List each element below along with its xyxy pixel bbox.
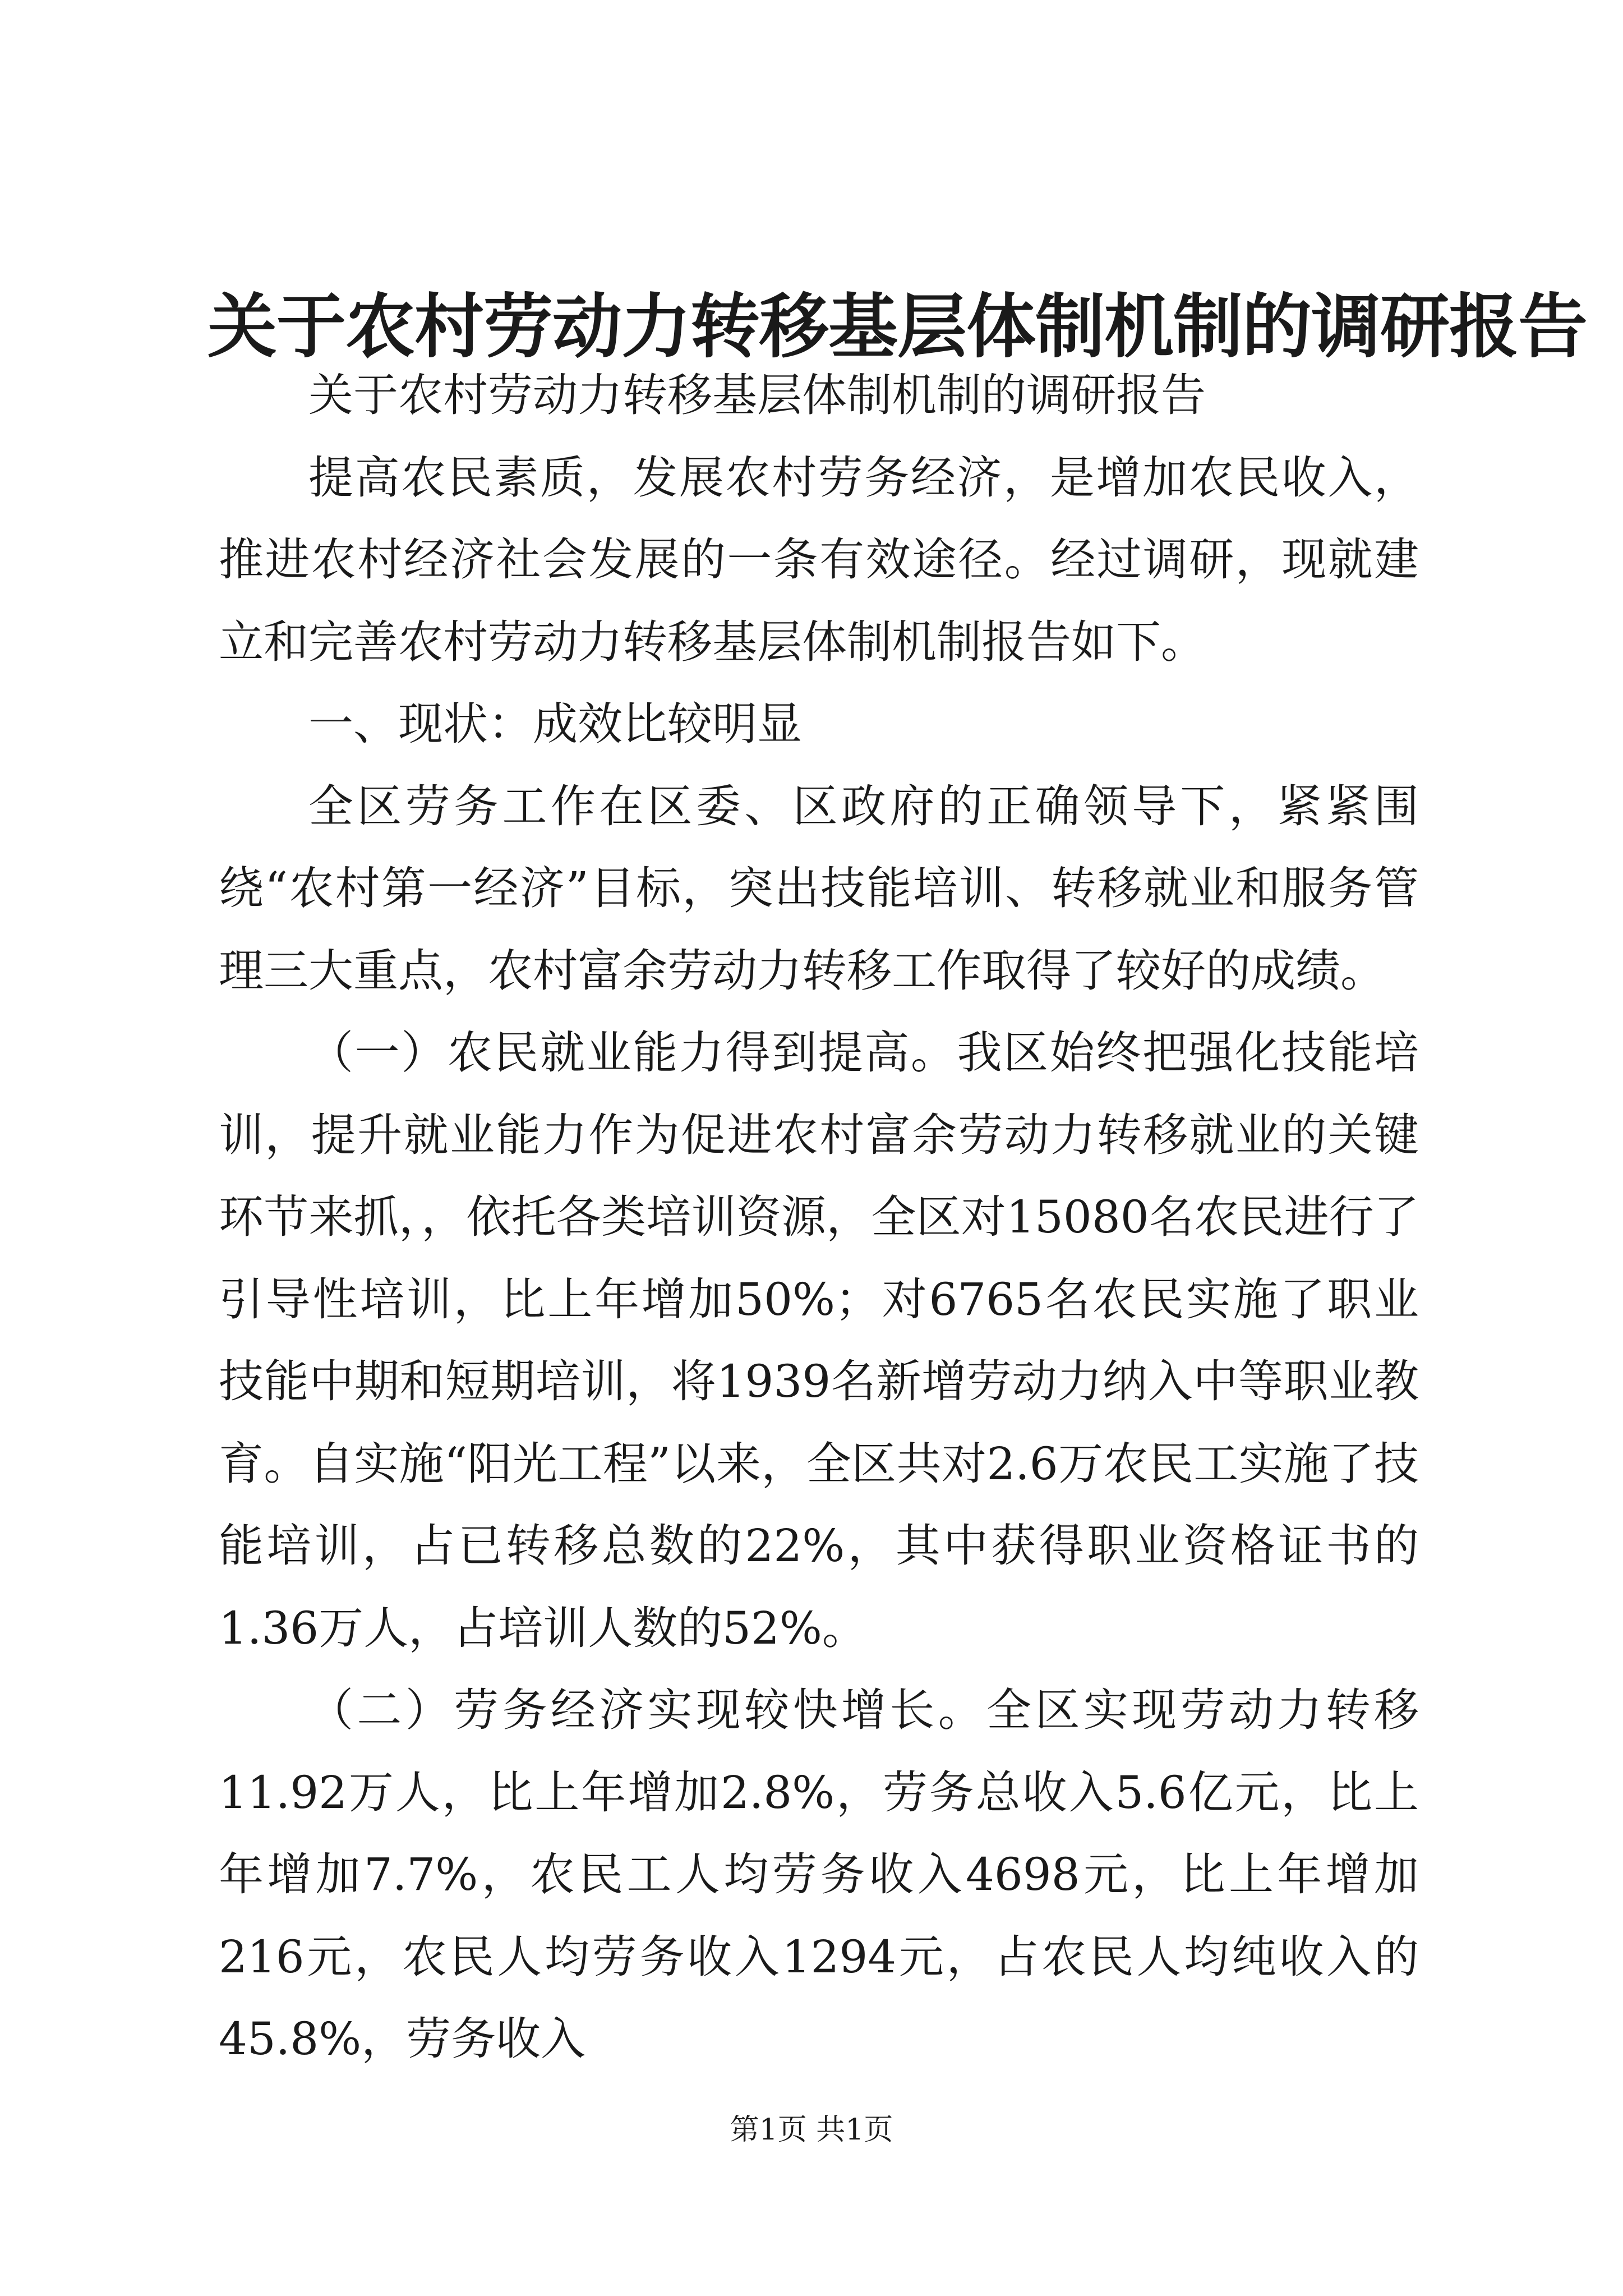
paragraph-point-1: （一）农民就业能力得到提高。我区始终把强化技能培训，提升就业能力作为促进农村富余劳动力转移就业的关键环节来抓，，依托各类培训资源，全区对15080名农民进行了引导性培训，比上年增加50%；对6765名农民实施了职业技能中期和短期培训，将1939名新增劳动力纳入中等职业教育。自实施“阳光工程”以来，全区共对2.6万农民工实施了技能培训，占已转移总数的22%，其中获得职业资格证书的1.36万人，占培训人数的52%。 xyxy=(219,1027,1419,1654)
page-footer: 第1页 共1页 xyxy=(730,2113,893,2147)
paragraph-subtitle: 关于农村劳动力转移基层体制机制的调研报告 xyxy=(308,369,1206,421)
section-heading: 一、现状：成效比较明显 xyxy=(308,698,802,750)
paragraph-point-2: （二）劳务经济实现较快增长。全区实现劳动力转移11.92万人，比上年增加2.8%，劳务总收入5.6亿元，比上年增加7.7%，农民工人均劳务收入4698元，比上年增加216元，农民人均劳务收入1294元，占农民人均纯收入的45.8%，劳务收入 xyxy=(219,1684,1419,2065)
document-body xyxy=(219,355,1419,2081)
paragraph-intro: 提高农民素质，发展农村劳务经济，是增加农民收入，推进农村经济社会发展的一条有效途径。经过调研，现就建立和完善农村劳动力转移基层体制机制报告如下。 xyxy=(219,451,1419,668)
paragraph-overview: 全区劳务工作在区委、区政府的正确领导下，紧紧围绕“农村第一经济”目标，突出技能培训、转移就业和服务管理三大重点，农村富余劳动力转移工作取得了较好的成绩。 xyxy=(219,780,1419,997)
document-title: 关于农村劳动力转移基层体制机制的调研报告 xyxy=(208,286,1588,367)
